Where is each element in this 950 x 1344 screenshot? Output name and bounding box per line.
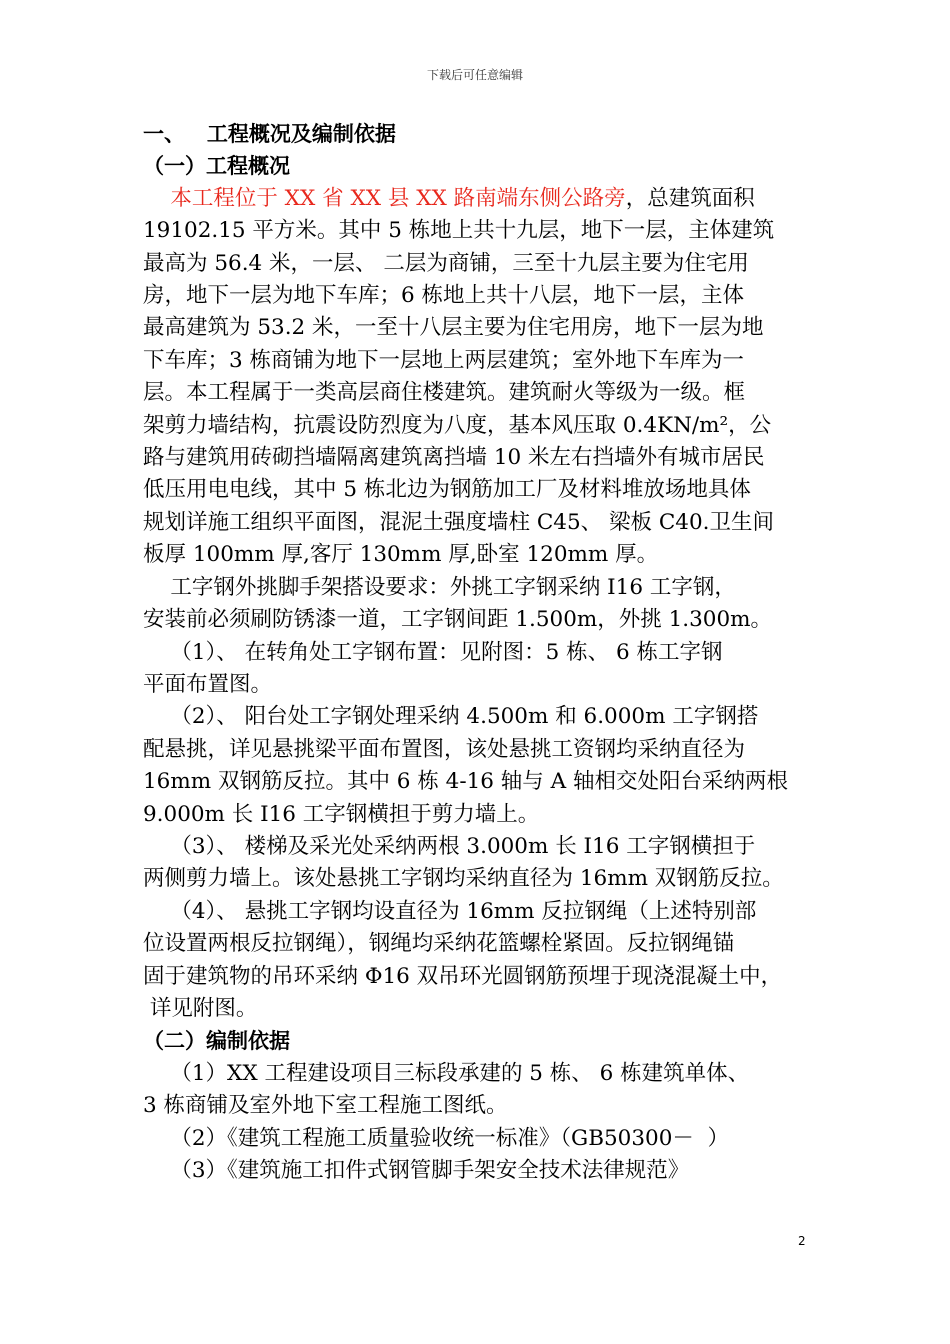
- paragraph-line: 工字钢外挑脚手架搭设要求：外挑工字钢采纳 I16 工字钢，: [143, 574, 736, 600]
- list-item-line: 9.000m 长 I16 工字钢横担于剪力墙上。: [143, 801, 540, 827]
- list-item-line: （3）、 楼梯及采光处采纳两根 3.000m 长 I16 工字钢横担于: [143, 833, 756, 859]
- list-item-line: （4）、 悬挑工字钢均设直径为 16mm 反拉钢绳（上述特别部: [143, 898, 757, 924]
- basis-item-line: 3 栋商铺及室外地下室工程施工图纸。: [143, 1093, 508, 1119]
- paragraph-line: 安装前必须刷防锈漆一道，工字钢间距 1.500m，外挑 1.300m。: [143, 607, 773, 633]
- page-header: 下载后可任意编辑: [426, 68, 523, 82]
- list-item-line: 配悬挑，详见悬挑梁平面布置图，该处悬挑工资钢均采纳直径为: [143, 736, 746, 762]
- paragraph-line: 房，地下一层为地下车库；6 栋地上共十八层，地下一层，主体: [143, 283, 745, 309]
- basis-item-line: （1）XX 工程建设项目三标段承建的 5 栋、 6 栋建筑单体、: [143, 1060, 750, 1086]
- basis-item-line: （2）《建筑工程施工质量验收统一标准》（GB50300－ ）: [143, 1125, 730, 1151]
- list-item-line: 固于建筑物的吊环采纳 Φ16 双吊环光圆钢筋预埋于现浇混凝土中，: [143, 963, 783, 989]
- paragraph-text: ，总建筑面积: [625, 185, 755, 211]
- list-item-line: 详见附图。: [143, 995, 258, 1021]
- paragraph-line: [143, 183, 811, 215]
- section-heading: 一、 工程概况及编制依据: [143, 122, 396, 146]
- list-item-line: 平面布置图。: [143, 671, 273, 697]
- paragraph-line: 最高为 56.4 米，一层、 二层为商铺，三至十九层主要为住宅用: [143, 250, 749, 276]
- subsection-heading-overview: （一）工程概况: [143, 154, 290, 179]
- paragraph-line: 19102.15 平方米。其中 5 栋地上共十九层，地下一层，主体建筑: [143, 218, 775, 244]
- paragraph-line: 架剪力墙结构，抗震设防烈度为八度，基本风压取 0.4KN/m²，公: [143, 412, 772, 438]
- paragraph-line: 层。本工程属于一类高层商住楼建筑。建筑耐火等级为一级。框: [143, 380, 746, 406]
- subsection-heading-basis: （二）编制依据: [143, 1029, 290, 1054]
- document-body: [143, 118, 811, 1187]
- paragraph-line: 低压用电电线，其中 5 栋北边为钢筋加工厂及材料堆放场地具体: [143, 477, 751, 503]
- page-number: 2: [798, 1234, 806, 1248]
- paragraph-line: 规划详施工组织平面图，混泥土强度墙柱 C45、 梁板 C40.卫生间: [143, 509, 774, 535]
- list-item-line: 16mm 双钢筋反拉。其中 6 栋 4-16 轴与 A 轴相交处阳台采纳两根: [143, 769, 788, 795]
- paragraph-line: 下车库；3 栋商铺为地下一层地上两层建筑；室外地下车库为一: [143, 347, 745, 373]
- basis-item-line: （3）《建筑施工扣件式钢管脚手架安全技术法律规范》: [143, 1158, 690, 1183]
- list-item-line: 位设置两根反拉钢绳），钢绳均采纳花篮螺栓紧固。反拉钢绳锚: [143, 931, 735, 957]
- list-item-line: （1）、 在转角处工字钢布置：见附图：5 栋、 6 栋工字钢: [143, 639, 723, 665]
- paragraph-line: 最高建筑为 53.2 米，一至十八层主要为住宅用房，地下一层为地: [143, 315, 764, 341]
- paragraph-line: 板厚 100mm 厚,客厅 130mm 厚,卧室 120mm 厚。: [143, 542, 659, 568]
- location-highlight: 本工程位于 XX 省 XX 县 XX 路南端东侧公路旁: [143, 185, 626, 211]
- list-item-line: 两侧剪力墙上。该处悬挑工字钢均采纳直径为 16mm 双钢筋反拉。: [143, 866, 784, 892]
- list-item-line: （2）、 阳台处工字钢处理采纳 4.500m 和 6.000m 工字钢搭: [143, 704, 759, 730]
- paragraph-line: 路与建筑用砖砌挡墙隔离建筑离挡墙 10 米左右挡墙外有城市居民: [143, 445, 765, 471]
